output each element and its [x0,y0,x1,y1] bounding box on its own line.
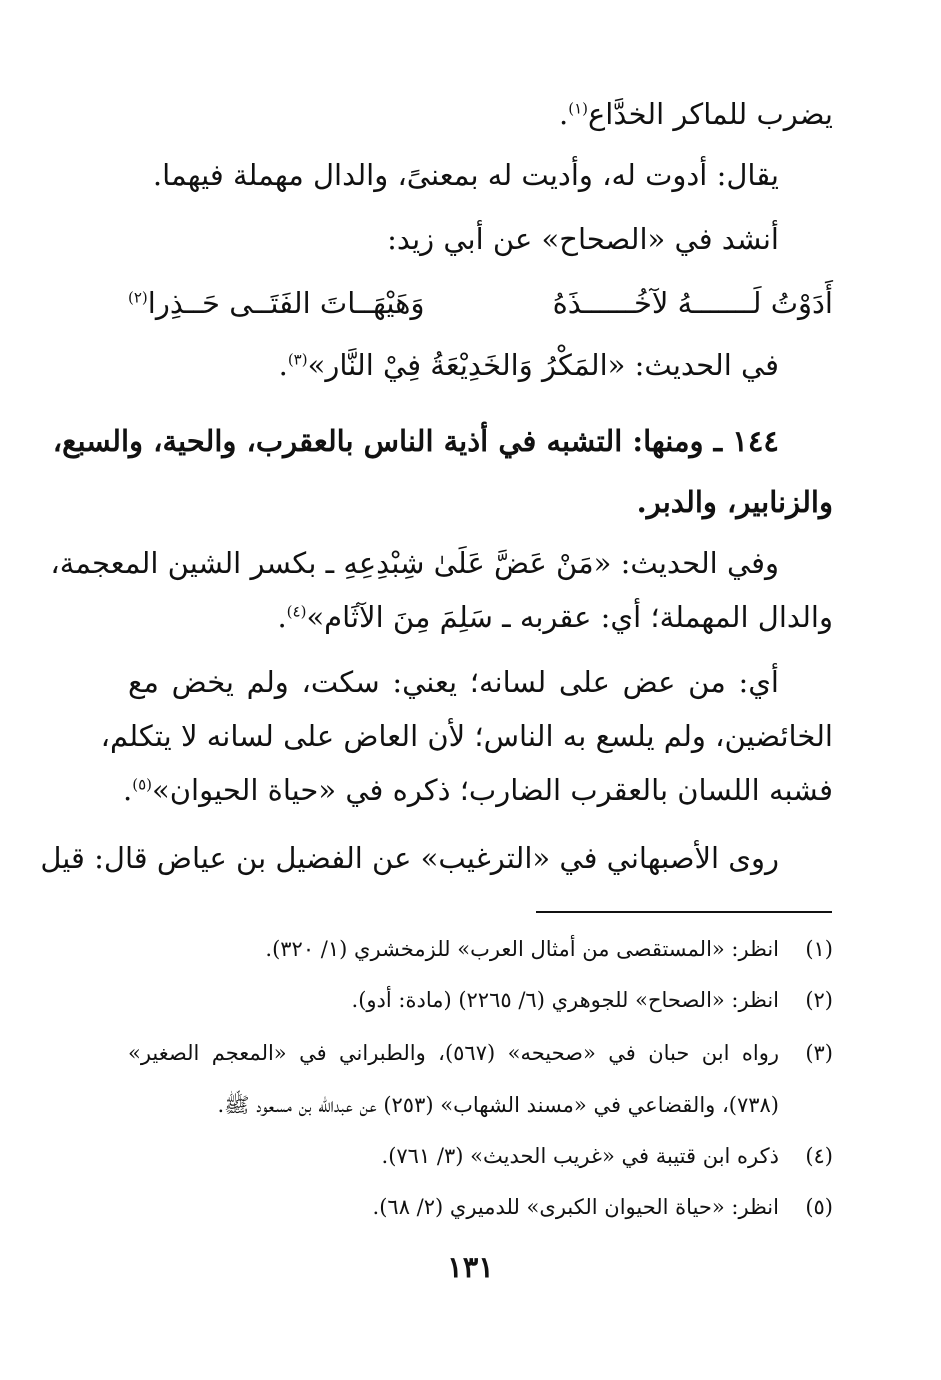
footnote-mark-5: (٥) [132,775,152,794]
footnote-number-1: (١) [805,937,833,961]
section-heading-line-2: والزنابير، والدبر. [636,485,833,519]
footnote-number-5: (٥) [805,1195,833,1219]
body-line-9: والدال المهملة؛ أي: عقربه ـ سَلِمَ مِنَ الآثَام»$^{(٤)}$. [277,600,833,634]
body-line-13: روى الأصبهاني في «الترغيب» عن الفضيل بن عياض قال: قيل [40,841,779,875]
footnote-3: رواه ابن حبان في «صحيحه» (٥٦٧)، والطبراني في «المعجم الصغير» [128,1041,779,1065]
footnote-3-continuation: (٧٣٨)، والقضاعي في «مسند الشهاب» (٢٥٣) عن عبدالله بن مسعود ﷺ. [217,1093,779,1117]
body-line-3: أنشد في «الصحاح» عن أبي زيد: [387,222,779,256]
body-line-8: وفي الحديث: «مَنْ عَضَّ عَلَىٰ شِبْدِعِهِ ـ بكسر الشين المعجمة، [50,546,779,580]
body-line-10: أي: من عض على لسانه؛ يعني: سكت، ولم يخض مع [128,665,779,699]
body-line-5: في الحديث: «المَكْرُ وَالخَدِيْعَةُ فِيْ النَّار»$^{(٣)}$. [278,348,779,382]
footnote-2: انظر: «الصحاح» للجوهري (٦/ ٢٢٦٥) (مادة: أدو). [351,988,779,1012]
body-line-11: الخائضين، ولم يلسع به الناس؛ لأن العاض على لسانه لا يتكلم، [100,719,833,753]
footnote-mark-2: (٢) [128,288,148,307]
footnote-number-4: (٤) [805,1144,833,1168]
footnote-separator [536,911,832,913]
body-line-2: يقال: أدوت له، وأديت له بمعنىً، والدال مهملة فيهما. [152,158,779,192]
footnote-mark-1: (١) [568,99,588,118]
page-number: ١٣١ [447,1250,494,1284]
body-line-12: فشبه اللسان بالعقرب الضارب؛ ذكره في «حياة الحيوان»$^{(٥)}$. [122,773,833,807]
footnote-number-2: (٢) [805,988,833,1012]
body-line-1: يضرب للماكر الخدَّاع$^{(١)}$. [559,97,833,131]
verse-second-hemistich: وَهَيْهَــاتَ الفَتَــى حَــذِرا$^{(٢)}$ [128,286,425,320]
verse-first-hemistich: أَدَوْتُ لَـــــــهُ لآخُــــــذَهُ [552,286,833,320]
footnote-1: انظر: «المستقصى من أمثال العرب» للزمخشري (١/ ٣٢٠). [265,937,779,961]
footnote-5: انظر: «حياة الحيوان الكبرى» للدميري (٢/ ٦٨). [372,1195,779,1219]
section-heading-line-1: ١٤٤ ـ ومنها: التشبه في أذية الناس بالعقرب، والحية، والسبع، [52,424,779,458]
footnote-mark-4: (٤) [286,602,307,621]
footnote-mark-3: (٣) [287,350,308,369]
footnote-4: ذكره ابن قتيبة في «غريب الحديث» (٣/ ٧٦١). [381,1144,779,1168]
footnote-number-3: (٣) [805,1041,833,1065]
